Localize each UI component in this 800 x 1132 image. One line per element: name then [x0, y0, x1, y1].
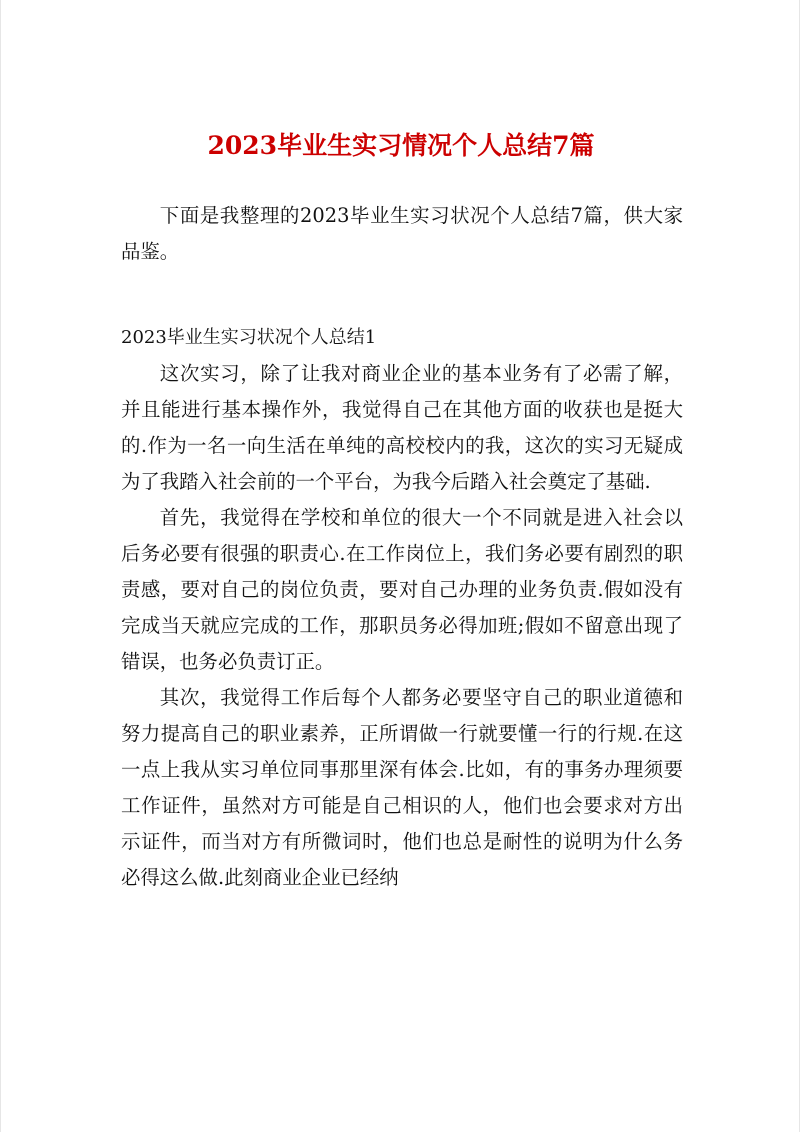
- body-paragraph-3: 其次，我觉得工作后每个人都务必要坚守自己的职业道德和努力提高自己的职业素养，正所谓做一行就要懂一行的行规.在这一点上我从实习单位同事那里深有体会.比如，有的事务办理须要工作证件，虽然对方可能是自己相识的人，他们也会要求对方出示证件，而当对方有所微词时，他们也总是耐性的说明为什么务必得这么做.此刻商业企业已经纳: [121, 686, 683, 889]
- section-heading: 2023毕业生实习状况个人总结1: [121, 327, 377, 348]
- intro-paragraph: 下面是我整理的2023毕业生实习状况个人总结7篇，供大家品鉴。: [121, 204, 683, 263]
- page-title: 2023毕业生实习情况个人总结7篇: [207, 131, 595, 160]
- body-paragraph-1: 这次实习，除了让我对商业企业的基本业务有了必需了解，并且能进行基本操作外，我觉得自己在其他方面的收获也是挺大的.作为一名一向生活在单纯的高校校内的我，这次的实习无疑成为了我踏入社会前的一个平台，为我今后踏入社会奠定了基础.: [121, 362, 683, 493]
- document-body: [121, 198, 683, 896]
- body-paragraph-2: 首先，我觉得在学校和单位的很大一个不同就是进入社会以后务必要有很强的职责心.在工作岗位上，我们务必要有剧烈的职责感，要对自己的岗位负责，要对自己办理的业务负责.假如没有完成当天就应完成的工作，那职员务必得加班;假如不留意出现了错误，也务必负责订正。: [121, 506, 683, 673]
